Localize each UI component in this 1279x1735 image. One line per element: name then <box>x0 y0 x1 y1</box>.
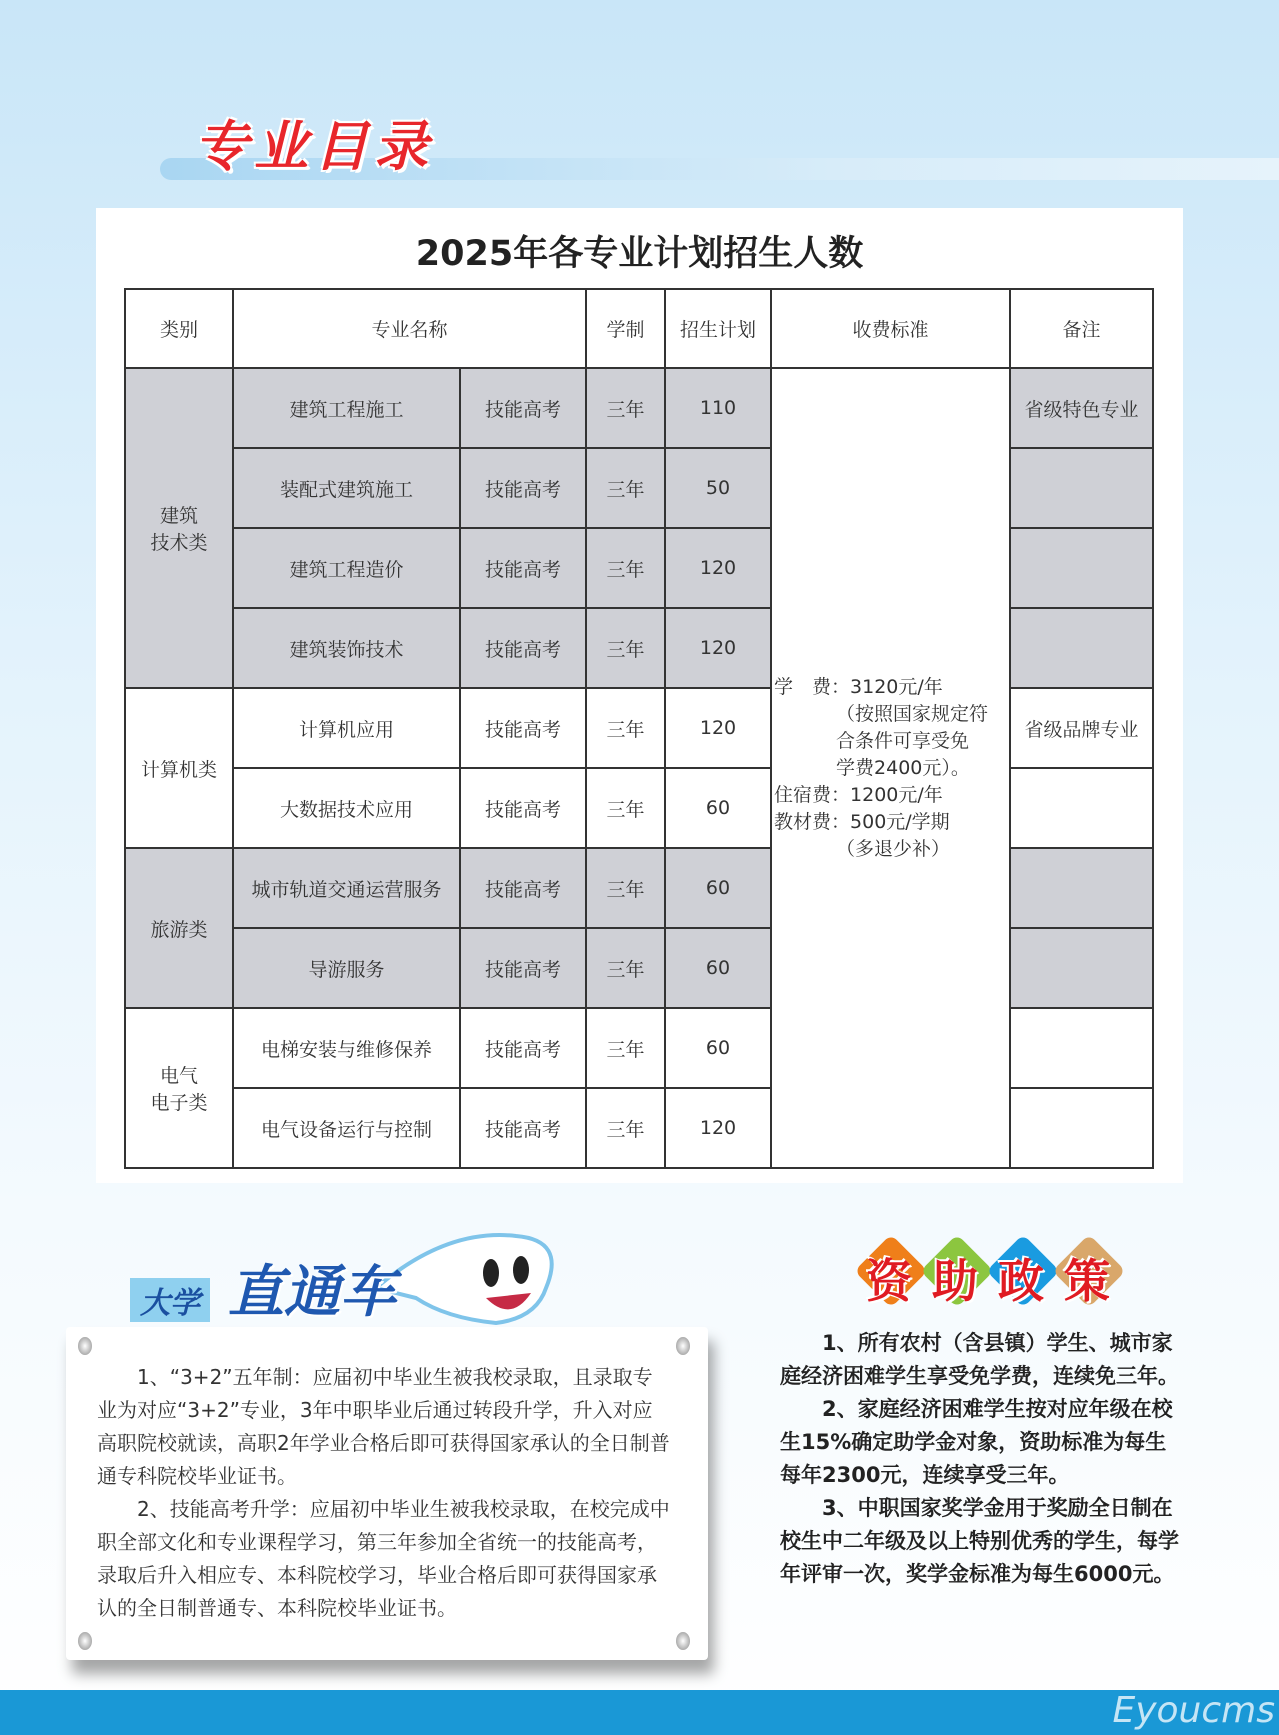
note-cell <box>1010 608 1153 688</box>
aid-char-text: 助 <box>932 1254 978 1308</box>
duration-cell: 三年 <box>586 1088 665 1168</box>
note-cell <box>1010 928 1153 1008</box>
duration-cell: 三年 <box>586 608 665 688</box>
pin-icon <box>676 1337 690 1355</box>
exam-type-cell: 技能高考 <box>460 448 586 528</box>
fee-line: 学 费：3120元/年 <box>774 675 943 698</box>
note-cell <box>1010 1008 1153 1088</box>
table-heading: 2025年各专业计划招生人数 <box>415 234 864 274</box>
watermark: Eyoucms <box>1112 1690 1275 1731</box>
fee-line: （多退少补） <box>836 837 951 860</box>
exam-type-cell: 技能高考 <box>460 608 586 688</box>
pin-icon <box>78 1337 92 1355</box>
duration-cell: 三年 <box>586 928 665 1008</box>
duration-cell: 三年 <box>586 768 665 848</box>
exam-type-cell: 技能高考 <box>460 928 586 1008</box>
aid-paragraph: 3、中职国家奖学金用于奖励全日制在校生中二年级及以上特别优秀的学生，每学年评审一次，奖学金标准为每生6000元。 <box>780 1496 1179 1586</box>
plan-cell: 110 <box>665 368 771 448</box>
note-cell: 省级特色专业 <box>1010 368 1153 448</box>
category-cell: 旅游类 <box>125 848 233 1008</box>
exam-type-cell: 技能高考 <box>460 1088 586 1168</box>
pathway-paragraph: 1、“3+2”五年制：应届初中毕业生被我校录取，且录取专业为对应“3+2”专业，3年中职毕业后通过转段升学，升入对应高职院校就读，高职2年学业合格后即可获得国家承认的全日制普通专科院校毕业证书。 <box>97 1365 670 1488</box>
major-name-cell: 电气设备运行与控制 <box>233 1088 460 1168</box>
note-cell <box>1010 528 1153 608</box>
plan-cell: 60 <box>665 928 771 1008</box>
fee-line: 合条件可享受免 <box>836 729 970 752</box>
major-name-cell: 装配式建筑施工 <box>233 448 460 528</box>
plan-cell: 50 <box>665 448 771 528</box>
plan-cell: 120 <box>665 528 771 608</box>
note-cell <box>1010 448 1153 528</box>
fee-line: （按照国家规定符 <box>836 702 989 725</box>
category-cell: 计算机类 <box>125 688 233 848</box>
plan-cell: 120 <box>665 608 771 688</box>
duration-cell: 三年 <box>586 448 665 528</box>
duration-cell: 三年 <box>586 1008 665 1088</box>
duration-cell: 三年 <box>586 368 665 448</box>
fee-line: 教材费：500元/学期 <box>774 810 950 833</box>
fee-line: 住宿费：1200元/年 <box>774 783 943 806</box>
aid-title-char <box>1055 1233 1119 1313</box>
major-name-cell: 建筑工程造价 <box>233 528 460 608</box>
exam-type-cell: 技能高考 <box>460 1008 586 1088</box>
pathway-text <box>97 1361 672 1625</box>
footer-bar <box>0 1690 1279 1735</box>
column-header: 类别 <box>125 289 233 368</box>
exam-type-cell: 技能高考 <box>460 848 586 928</box>
note-cell <box>1010 848 1153 928</box>
plan-cell: 60 <box>665 1008 771 1088</box>
major-name-cell: 建筑工程施工 <box>233 368 460 448</box>
column-header: 学制 <box>586 289 665 368</box>
bus-label-small: 大学 <box>130 1278 210 1322</box>
aid-policy-title <box>857 1233 1119 1313</box>
table-row <box>125 368 1153 448</box>
plan-cell: 60 <box>665 848 771 928</box>
plan-cell: 60 <box>665 768 771 848</box>
exam-type-cell: 技能高考 <box>460 688 586 768</box>
category-cell: 电气 电子类 <box>125 1008 233 1168</box>
note-cell <box>1010 768 1153 848</box>
major-name-cell: 计算机应用 <box>233 688 460 768</box>
aid-char-text: 政 <box>998 1254 1044 1308</box>
column-header: 专业名称 <box>233 289 586 368</box>
pin-icon <box>78 1632 92 1650</box>
pathway-paragraph: 2、技能高考升学：应届初中毕业生被我校录取，在校完成中职全部文化和专业课程学习，第三年参加全省统一的技能高考，录取后升入相应专、本科院校学习，毕业合格后即可获得国家承认的全日制普通专、本科院校毕业证书。 <box>97 1497 670 1620</box>
enrollment-table <box>124 288 1154 1169</box>
pin-icon <box>676 1632 690 1650</box>
aid-title-char <box>989 1233 1053 1313</box>
note-cell <box>1010 1088 1153 1168</box>
note-cell: 省级品牌专业 <box>1010 688 1153 768</box>
category-cell: 建筑 技术类 <box>125 368 233 688</box>
plan-cell: 120 <box>665 688 771 768</box>
column-header: 备注 <box>1010 289 1153 368</box>
column-header: 招生计划 <box>665 289 771 368</box>
major-name-cell: 城市轨道交通运营服务 <box>233 848 460 928</box>
column-header: 收费标准 <box>771 289 1010 368</box>
page-title: 专业目录 <box>194 115 434 178</box>
major-name-cell: 大数据技术应用 <box>233 768 460 848</box>
exam-type-cell: 技能高考 <box>460 768 586 848</box>
aid-policy-text <box>780 1327 1180 1591</box>
exam-type-cell: 技能高考 <box>460 528 586 608</box>
fee-line: 学费2400元）。 <box>836 756 970 779</box>
plan-cell: 120 <box>665 1088 771 1168</box>
duration-cell: 三年 <box>586 848 665 928</box>
duration-cell: 三年 <box>586 688 665 768</box>
major-name-cell: 电梯安装与维修保养 <box>233 1008 460 1088</box>
aid-title-char <box>857 1233 921 1313</box>
major-name-cell: 导游服务 <box>233 928 460 1008</box>
bus-label-big: 直通车 <box>228 1260 396 1325</box>
fee-cell <box>771 368 1010 1168</box>
aid-paragraph: 1、所有农村（含县镇）学生、城市家庭经济困难学生享受免学费，连续免三年。 <box>780 1331 1179 1388</box>
major-name-cell: 建筑装饰技术 <box>233 608 460 688</box>
aid-char-text: 资 <box>866 1254 912 1308</box>
aid-title-char <box>923 1233 987 1313</box>
duration-cell: 三年 <box>586 528 665 608</box>
exam-type-cell: 技能高考 <box>460 368 586 448</box>
aid-char-text: 策 <box>1064 1254 1110 1308</box>
aid-paragraph: 2、家庭经济困难学生按对应年级在校生15%确定助学金对象，资助标准为每生每年2300元，连续享受三年。 <box>780 1397 1173 1487</box>
